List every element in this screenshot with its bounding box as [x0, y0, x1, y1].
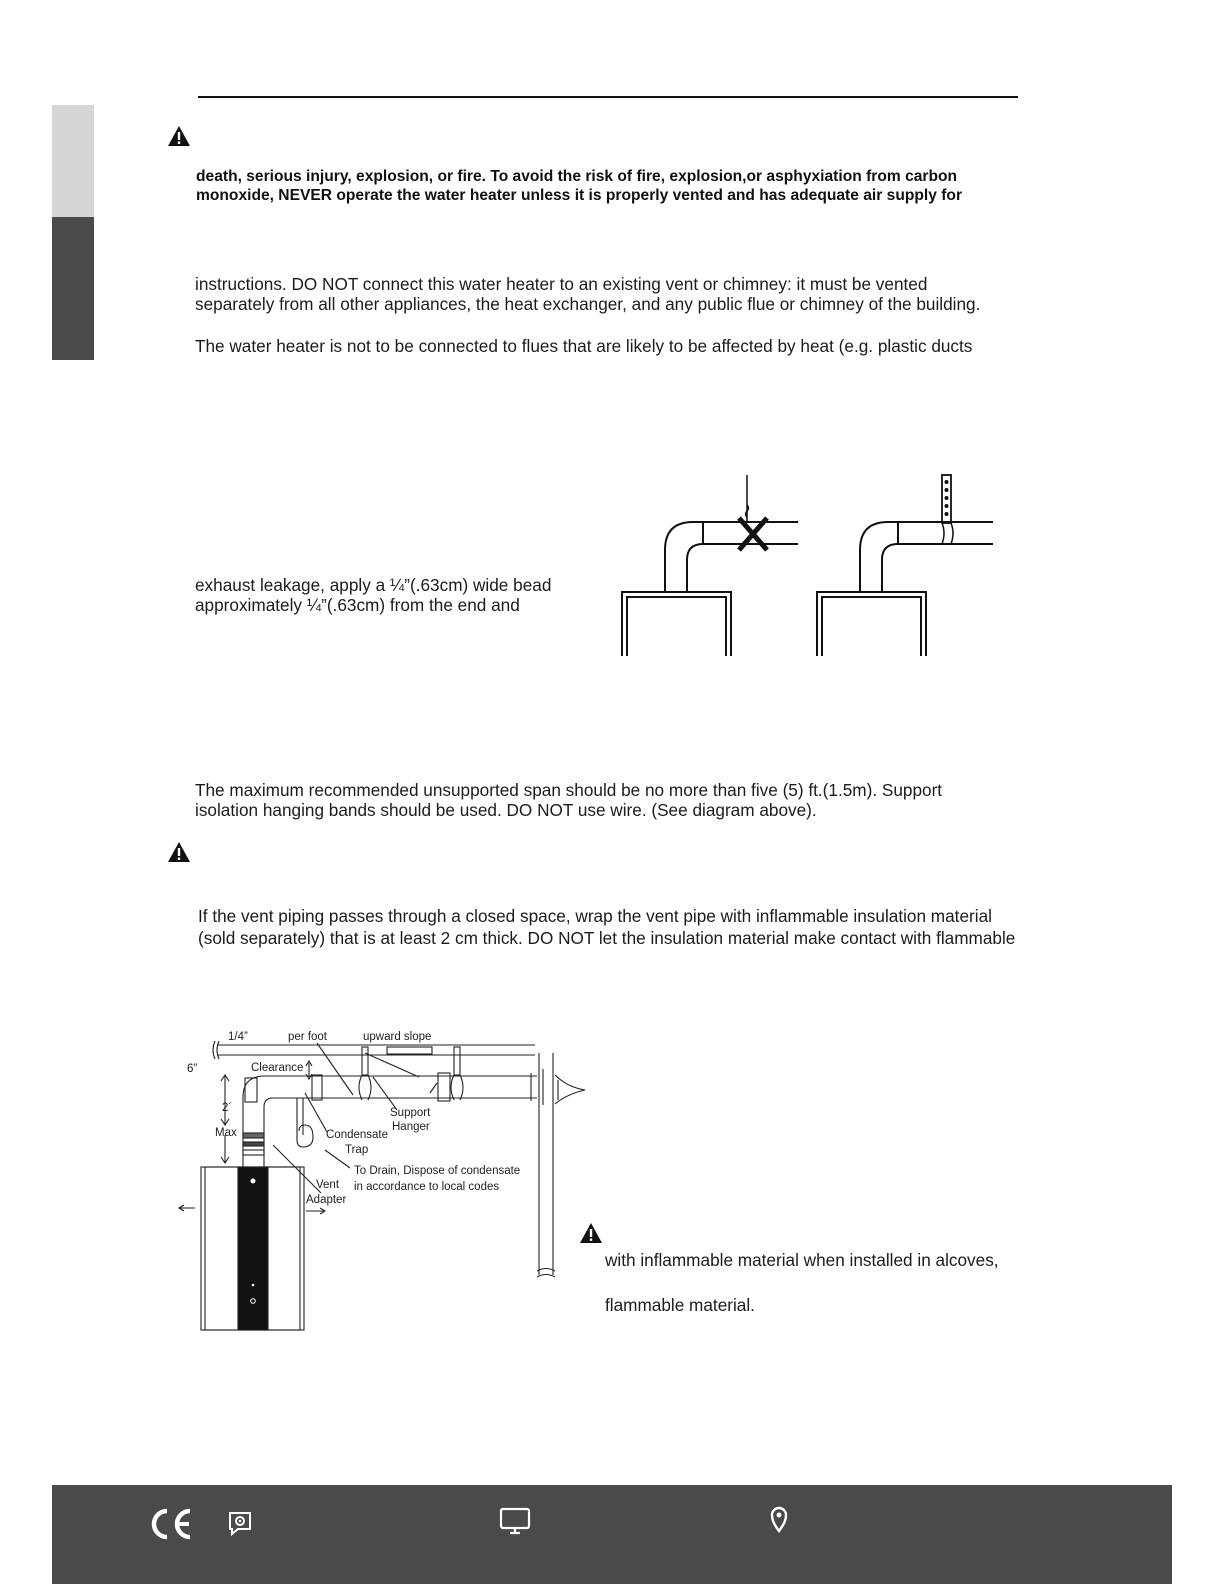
label-upward-slope: upward slope	[363, 1031, 432, 1043]
label-quarter-inch: 1/4”	[228, 1031, 248, 1043]
support-chat-icon[interactable]	[226, 1509, 254, 1537]
insulation-text-line-1: If the vent piping passes through a closed space, wrap the vent pipe with inflammable insulation material	[198, 906, 992, 926]
span-text-line-1: The maximum recommended unsupported span should be no more than five (5) ft.(1.5m). Support	[195, 780, 943, 800]
warning-text-line-1: death, serious injury, explosion, or fire. To avoid the risk of fire, explosion,or asphyxiation from carbon	[196, 168, 958, 185]
label-drain-line-1: To Drain, Dispose of condensate	[354, 1165, 521, 1177]
vent-installation-diagram	[175, 1025, 595, 1350]
sealant-text-line-2: approximately ¼”(.63cm) from the end and	[195, 595, 520, 615]
warning-text-line-2: monoxide, NEVER operate the water heater unless it is properly vented and has adequate air supply for	[196, 187, 963, 204]
correct-support-example	[817, 475, 993, 656]
venting-text-line-1: instructions. DO NOT connect this water heater to an existing vent or chimney: it must be vented	[195, 274, 928, 294]
footer-bar	[52, 1485, 1172, 1584]
label-max: Max	[215, 1127, 237, 1139]
label-clearance: Clearance	[251, 1062, 304, 1074]
label-hanger: Hanger	[392, 1121, 430, 1133]
alcove-warning-line-1: with inflammable material when installed in alcoves,	[605, 1250, 999, 1270]
venting-text-line-2: separately from all other appliances, the heat exchanger, and any public flue or chimney of the building.	[195, 294, 981, 314]
alcove-warning-line-2: flammable material.	[605, 1295, 755, 1315]
label-support: Support	[390, 1107, 431, 1119]
monitor-icon[interactable]	[499, 1507, 531, 1535]
sealant-text-line-1: exhaust leakage, apply a ¼”(.63cm) wide bead	[195, 575, 552, 595]
label-two-feet: 2´	[222, 1102, 233, 1114]
insulation-text-line-2: (sold separately) that is at least 2 cm thick. DO NOT let the insulation material make contact with flammable	[198, 928, 1016, 948]
location-pin-icon[interactable]	[769, 1505, 789, 1533]
side-tab-dark	[52, 217, 94, 360]
label-trap: Trap	[345, 1144, 369, 1156]
flue-text-line: The water heater is not to be connected to flues that are likely to be affected by heat (e.g. plastic ducts	[195, 336, 973, 356]
label-per-foot: per foot	[288, 1031, 327, 1043]
span-text-line-2: isolation hanging bands should be used. DO NOT use wire. (See diagram above).	[195, 800, 817, 820]
label-vent: Vent	[316, 1179, 340, 1191]
wrong-support-example	[622, 475, 798, 656]
label-drain-line-2: in accordance to local codes	[354, 1181, 500, 1193]
warning-icon	[579, 1222, 603, 1244]
ce-mark-icon	[148, 1507, 194, 1541]
label-six-inch: 6”	[187, 1063, 198, 1075]
warning-icon	[167, 125, 191, 147]
header-rule	[198, 96, 1018, 98]
label-adapter: Adapter	[306, 1194, 347, 1206]
pipe-support-diagram	[615, 470, 1005, 660]
label-condensate: Condensate	[326, 1129, 389, 1141]
warning-icon	[167, 841, 191, 863]
side-tab-light	[52, 105, 94, 217]
